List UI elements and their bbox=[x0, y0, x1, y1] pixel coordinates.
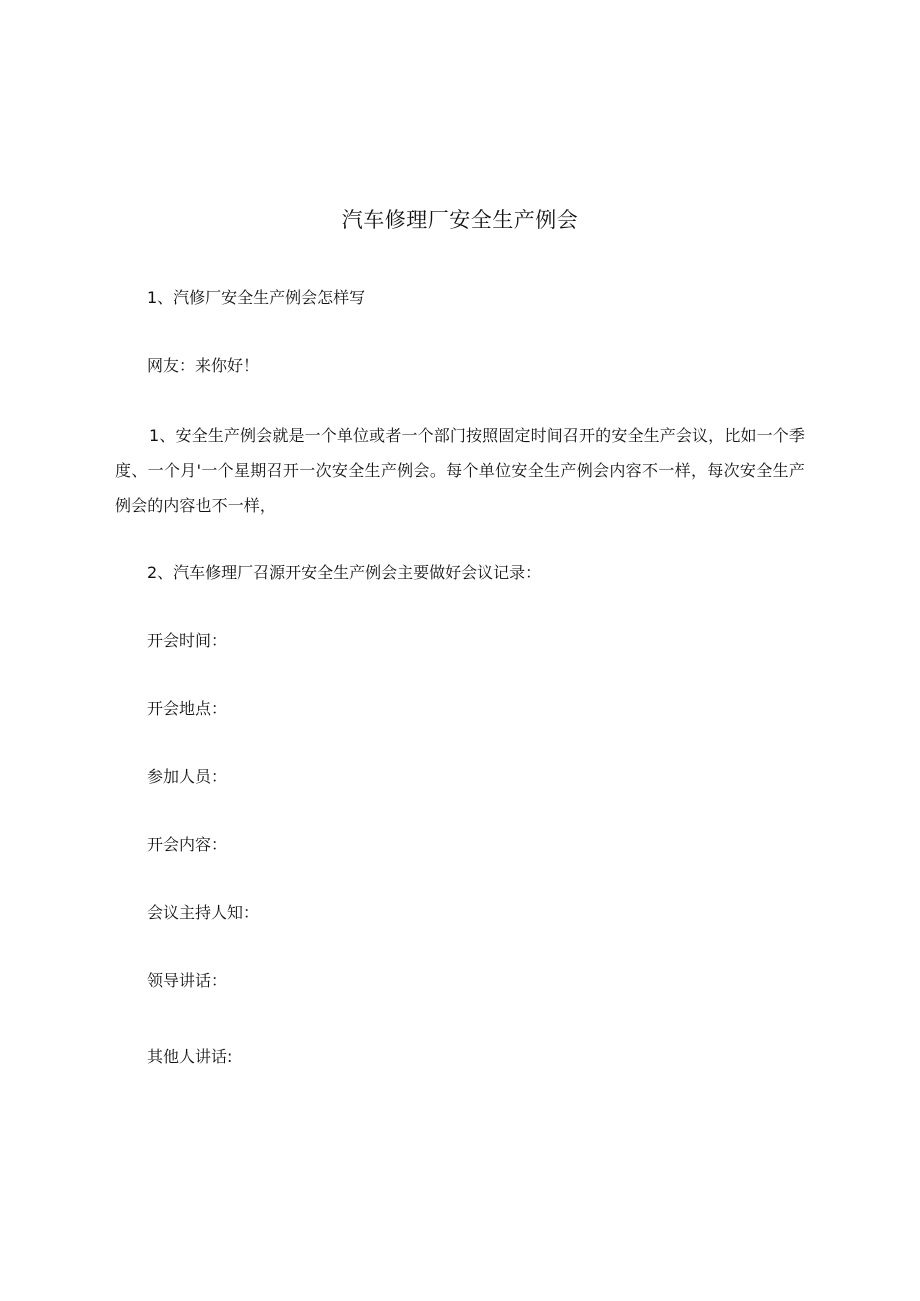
document-title: 汽车修理厂安全生产例会 bbox=[341, 208, 579, 232]
field-leader-speech: 领导讲话： bbox=[147, 971, 228, 990]
field-attendees: 参加人员： bbox=[147, 767, 228, 786]
field-other-speech: 其他人讲话: bbox=[147, 1047, 233, 1066]
field-meeting-time: 开会时间： bbox=[147, 631, 228, 650]
field-meeting-host: 会议主持人知： bbox=[147, 903, 260, 922]
greeting-line: 网友：来你好！ bbox=[147, 356, 260, 375]
field-meeting-place: 开会地点： bbox=[147, 699, 228, 718]
item-2-heading: 2、汽车修理厂召源开安全生产例会主要做好会议记录： bbox=[147, 563, 542, 582]
field-meeting-content: 开会内容： bbox=[147, 835, 228, 854]
paragraph-1: 1、安全生产例会就是一个单位或者一个部门按照固定时间召开的安全生产会议，比如一个季度、一个月'一个星期召开一次安全生产例会。每个单位安全生产例会内容不一样，每次安全生产例会的内容也不一样， bbox=[115, 426, 805, 515]
question-heading: 1、汽修厂安全生产例会怎样写 bbox=[147, 288, 366, 307]
